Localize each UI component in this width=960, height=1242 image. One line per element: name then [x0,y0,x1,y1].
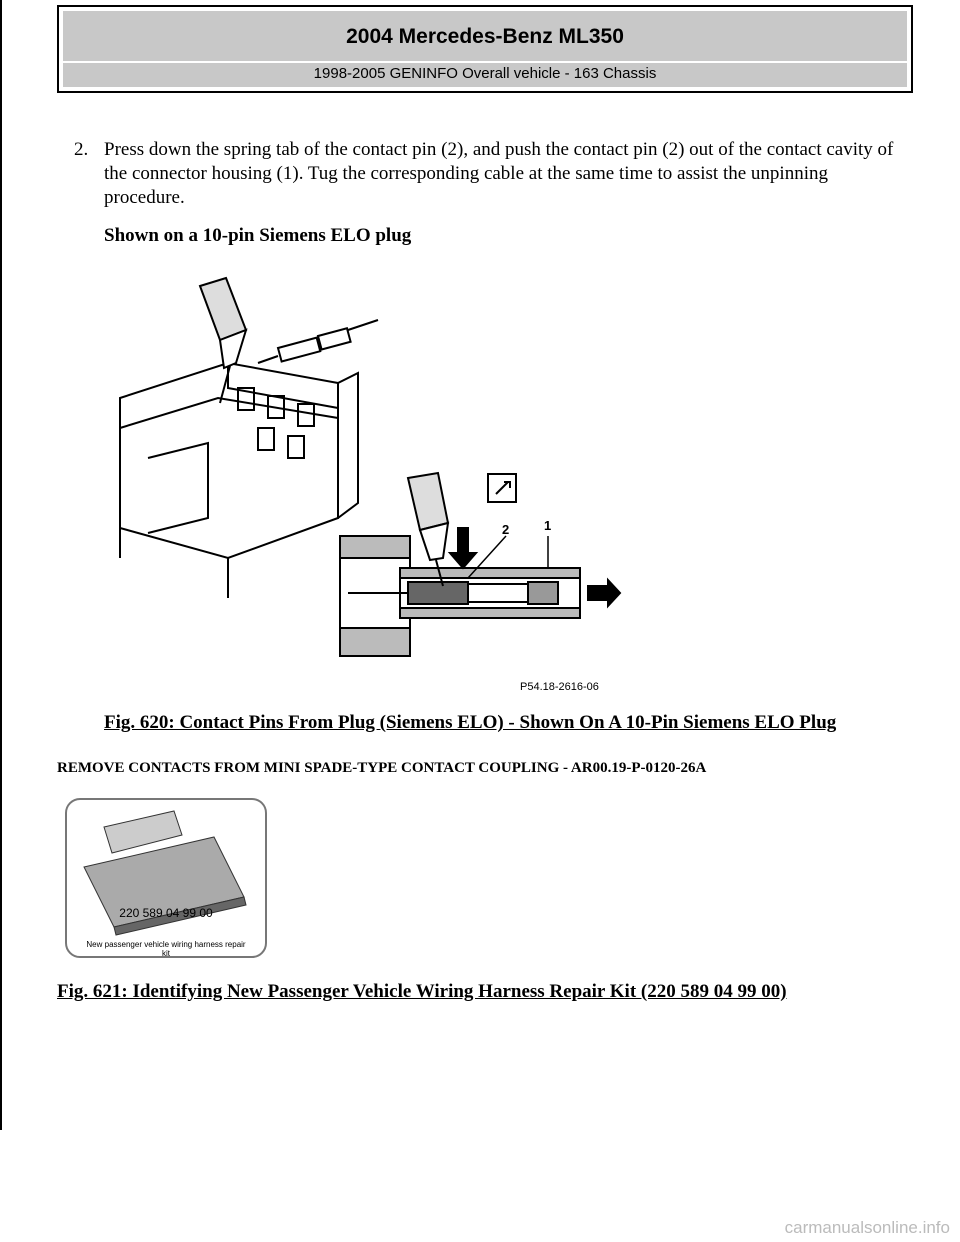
part-number-label: 220 589 04 99 00 [119,906,213,920]
callout-1: 1 [544,518,552,533]
kit-label-line1: New passenger vehicle wiring harness repair [86,940,246,949]
page-border-left [0,0,2,1130]
figure-621-caption: Fig. 621: Identifying New Passenger Vehicle Wiring Harness Repair Kit (220 589 04 99 00) [57,981,787,1002]
contact-pin-top [258,320,378,363]
kit-label-line2: kit [162,949,170,958]
figure-code: P54.18-2616-06 [520,681,599,693]
callout-2: 2 [502,522,510,537]
figure-621-illustration [64,797,268,959]
header-panel [63,11,907,87]
shown-on-note: Shown on a 10-pin Siemens ELO plug [104,225,412,246]
page-subtitle: 1998-2005 GENINFO Overall vehicle - 163 Chassis [313,65,657,82]
page-header [57,5,913,93]
page-title: 2004 Mercedes-Benz ML350 [346,25,624,48]
step-text: Press down the spring tab of the contact pin (2), and push the contact pin (2) out of the contact cavity of the connector housing (1). Tug the corresponding cable at the same time to assist the unpinning procedure. [104,139,894,208]
figure-620-caption: Fig. 620: Contact Pins From Plug (Siemens ELO) - Shown On A 10-Pin Siemens ELO Plug [104,712,837,733]
tool-symbol-icon [488,474,516,502]
figure-620-illustration [108,268,628,698]
connector-housing-drawing [120,363,358,598]
connector-cross-section [340,528,620,656]
watermark[interactable]: carmanualsonline.info [784,1218,950,1237]
section-heading: REMOVE CONTACTS FROM MINI SPADE-TYPE CONTACT COUPLING - AR00.19-P-0120-26A [57,760,707,776]
step-number: 2. [74,139,89,160]
header-divider [63,61,907,63]
